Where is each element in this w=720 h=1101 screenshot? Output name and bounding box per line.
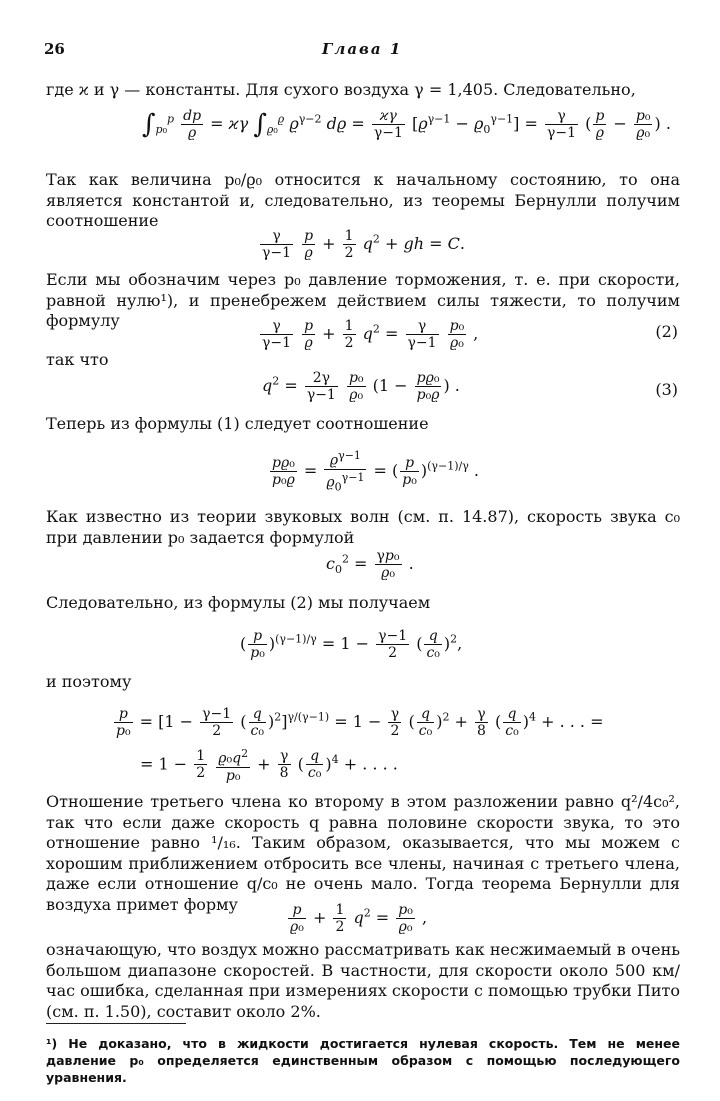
- paragraph-5: Теперь из формулы (1) следует соотношение: [46, 414, 429, 433]
- equation-2: $\frac{\gamma}{\gamma-1}$ $\frac{p}{ϱ}$ + $\frac{1}{2}$ $q^2$ = $\frac{\gamma}{\gamma-1}$ $\frac{\text{p₀}}{\text{ϱ₀}}$ ,: [262, 318, 479, 351]
- equation-incompressible: $\frac{p}{\text{ϱ₀}}$ + $\frac{1}{2}$ $q^2$ = $\frac{\text{p₀}}{\text{ϱ₀}}$ ,: [290, 902, 428, 935]
- page-number: 26: [44, 40, 65, 58]
- equation-number-3: (3): [655, 380, 678, 399]
- paragraph-1: где ϰ и γ — константы. Для сухого воздуха γ = 1,405. Следовательно,: [46, 80, 636, 99]
- equation-sound-speed: $c_0^2$ = $\frac{\text{γp₀}}{\text{ϱ₀}}$ .: [326, 548, 414, 581]
- paragraph-2: Так как величина p₀/ϱ₀ относится к начальному состоянию, то она является константой и, следовательно, из теоремы Бернулли получим соотношение: [46, 170, 680, 230]
- paragraph-3: Если мы обозначим через p₀ давление торможения, т. е. при скорости, равной нулю¹), и пренебрежем действием силы тяжести, то получим формулу: [46, 270, 680, 330]
- equation-bernoulli-gh: $\frac{\gamma}{\gamma-1}$ $\frac{p}{ϱ}$ + $\frac{1}{2}$ $q^2$ + gh = C.: [262, 228, 465, 261]
- equation-expansion-line-2: = 1 − $\frac{1}{2}$ $\frac{ϱ_0q^2}{\text{p₀}}$ + $\frac{\gamma}{8}$ ( $\frac{q}{\text{c₀}}$ )$^4$ + . . . .: [140, 747, 398, 784]
- chapter-title: Глава 1: [322, 40, 403, 58]
- footnote-divider: [46, 1023, 186, 1024]
- paragraph-9: Отношение третьего члена ко второму в этом разложении равно q²/4c₀², так что если даже скорость q равна половине скорости звука, то это отношение равно ¹/₁₆. Таким образом, оказывается, что мы можем с хорошим приближением отбросить все члены, начиная с третьего члена, даже если отношение q/c₀ не очень мало. Тогда теорема Бернулли для воздуха примет форму: [46, 792, 680, 914]
- paragraph-6: Как известно из теории звуковых волн (см. п. 14.87), скорость звука c₀ при давлении p₀ задается формулой: [46, 507, 680, 547]
- paragraph-10: означающую, что воздух можно рассматривать как несжимаемый в очень большом диапазоне скоростей. В частности, для скорости около 500 км/час ошибка, сделанная при измерениях скорости с помощью трубки Пито (см. п. 1.50), составит около 2%.: [46, 940, 680, 1021]
- paragraph-4: так что: [46, 350, 109, 369]
- equation-number-2: (2): [655, 322, 678, 341]
- paragraph-8: и поэтому: [46, 672, 132, 691]
- footnote: ¹) Не доказано, что в жидкости достигается нулевая скорость. Тем не менее давление p₀ определяется единственным образом с помощью последующего уравнения.: [46, 1036, 680, 1085]
- equation-expansion-line-1: $\frac{p}{\text{p₀}}$ = [1 − $\frac{\gamma-1}{2}$ ( $\frac{q}{\text{c₀}}$ )$^2$]$^{\gamma/(\gamma-1)}$ = 1 − $\frac{\gamma}{2}$ ( $\frac{q}{\text{c₀}}$ )$^2$ + $\frac{\gamma}{8}$ ( $\frac{q}{\text{c₀}}$ )$^4$ + . . . =: [116, 706, 604, 739]
- paragraph-7: Следовательно, из формулы (2) мы получаем: [46, 593, 431, 612]
- equation-pressure-ratio: ( $\frac{p}{\text{p₀}}$ )$^{(\gamma-1)/\gamma}$ = 1 − $\frac{\gamma-1}{2}$ ( $\frac{q}{\text{c₀}}$ )$^2$,: [240, 628, 463, 661]
- equation-3: $q^2$ = $\frac{2\gamma}{\gamma-1}$ $\frac{\text{p₀}}{\text{ϱ₀}}$ (1 − $\frac{\text{pϱ₀}}{\text{p₀ϱ}}$ ) .: [262, 370, 460, 403]
- equation-integral: $\int_{p_0}^p$ $\frac{dp}{ϱ}$ = ϰγ $\int_{ϱ_0}^ϱ$ $ϱ^{\gamma-2}$ dϱ = $\frac{ϰ\gamma}{\gamma-1}$ $[ϱ^{\gamma-1} - ϱ_0^{\gamma-1}]$ = $\frac{\gamma}{\gamma-1}$ ( $\frac{p}{ϱ}$ − $\frac{\text{p₀}}{\text{ϱ₀}}$ ) .: [142, 108, 671, 141]
- equation-density-ratio: $\frac{\text{pϱ₀}}{\text{p₀ϱ}}$ = $\frac{ϱ^{\gamma-1}}{ϱ_0^{\gamma-1}}$ = ( $\frac{p}{\text{p₀}}$ )$^{(\gamma-1)/\gamma}$ .: [272, 449, 479, 494]
